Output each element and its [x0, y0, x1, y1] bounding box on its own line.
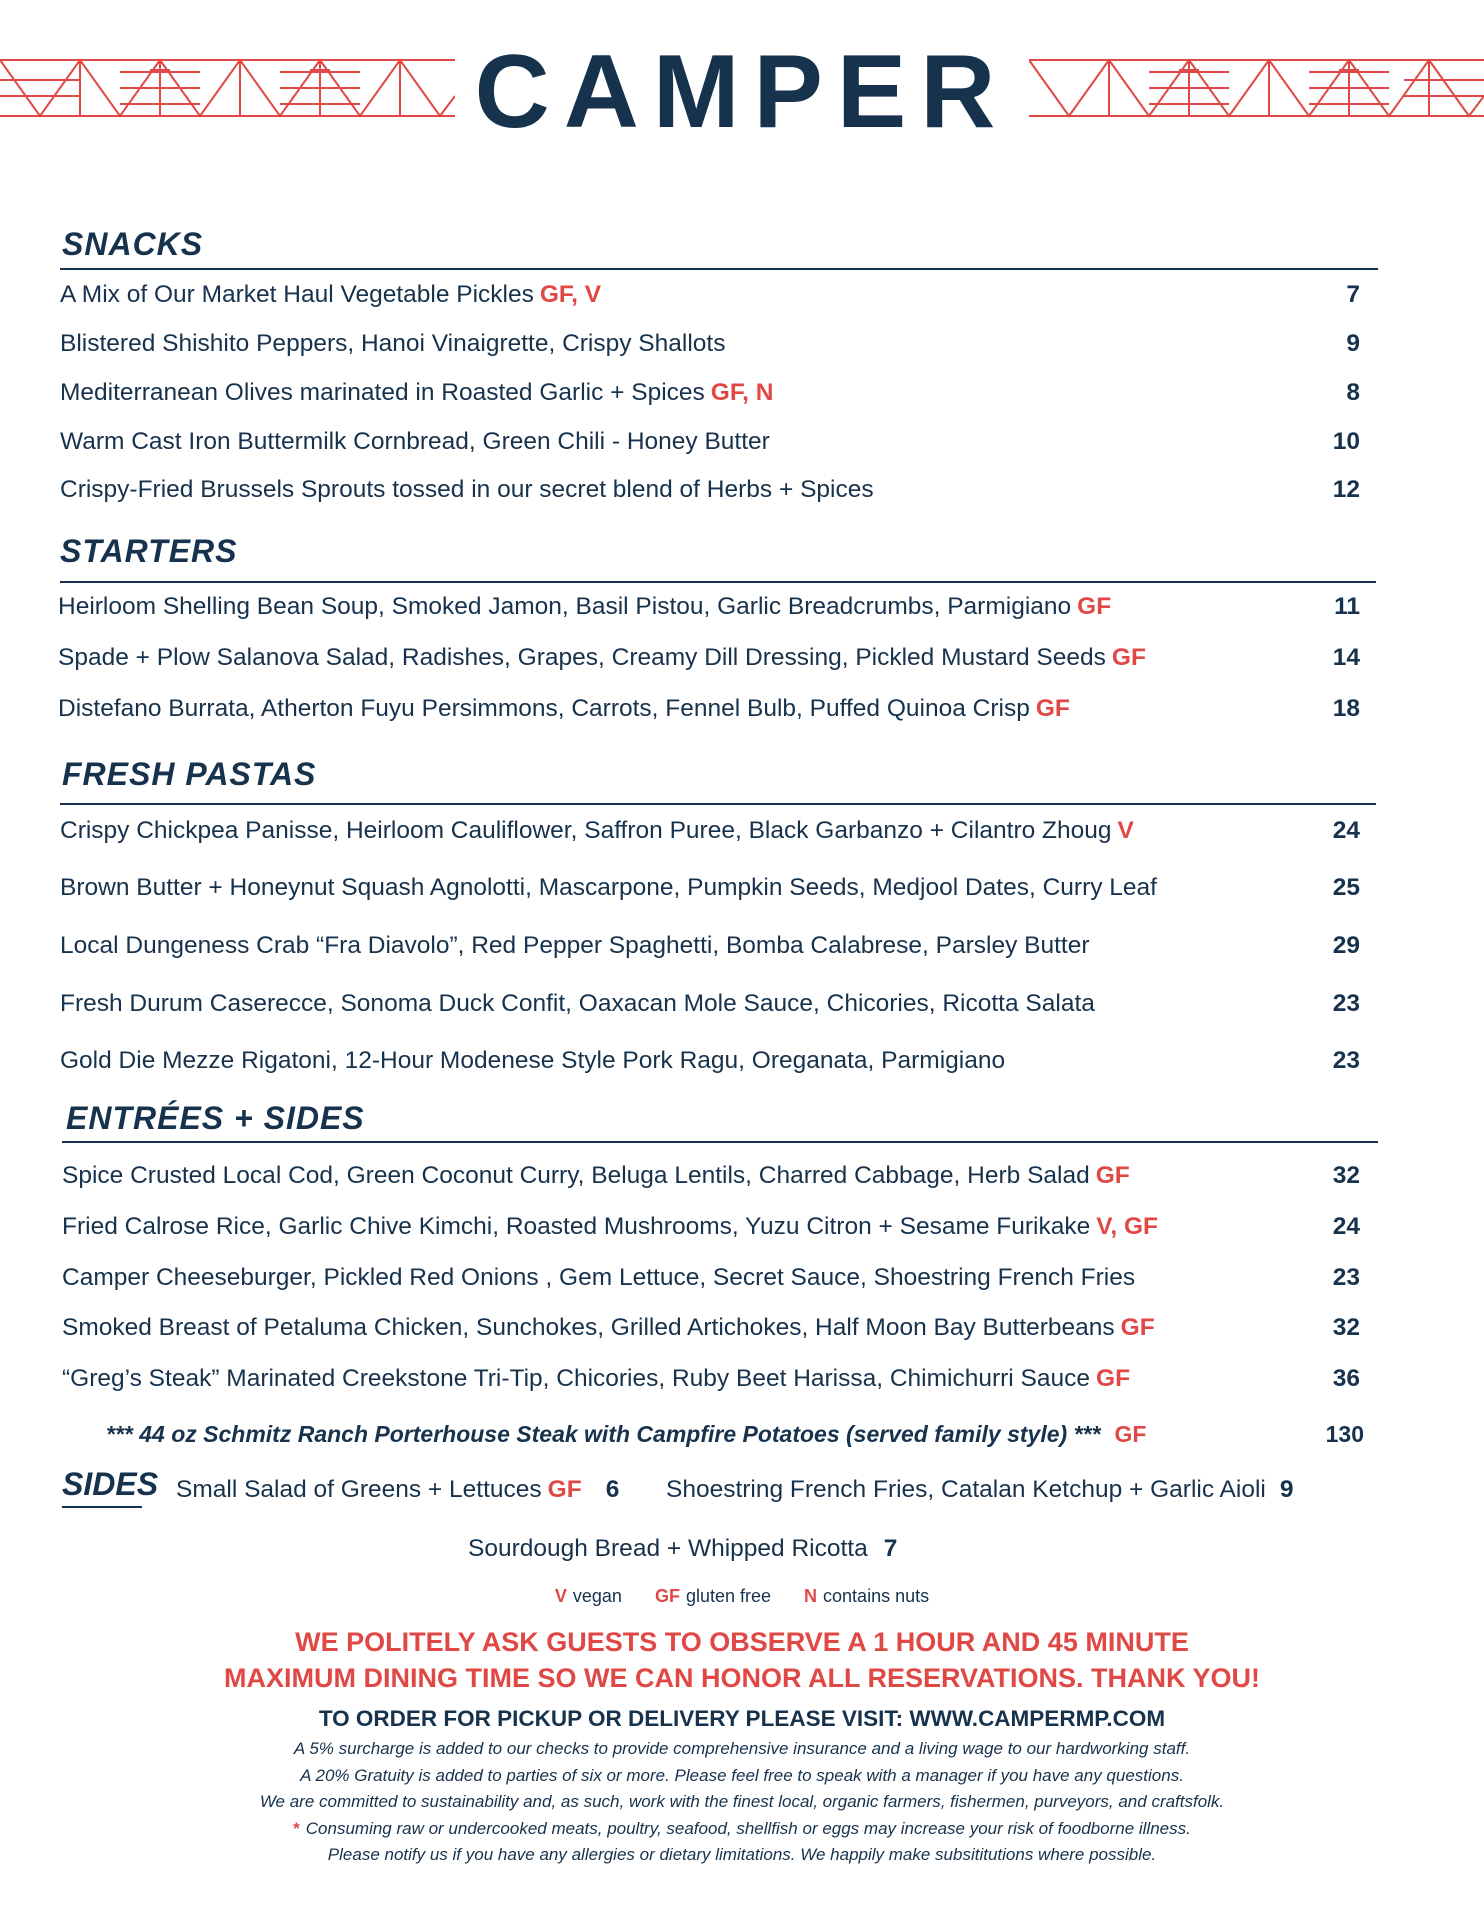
section-title-sides: SIDES [62, 1466, 159, 1502]
side-item-price: 6 [605, 1476, 620, 1503]
menu-item [60, 279, 1360, 311]
dietary-tags: GF, N [710, 379, 774, 406]
menu-item-price: 32 [1332, 1314, 1360, 1341]
dietary-tags: GF, V [539, 281, 602, 308]
menu-item-name: Blistered Shishito Peppers, Hanoi Vinaigrette, Crispy Shallots [60, 330, 726, 357]
menu-item-price: 11 [1334, 593, 1360, 620]
side-item-price: 7 [883, 1535, 898, 1562]
menu-item-name: Crispy Chickpea Panisse, Heirloom Cauliflower, Saffron Puree, Black Garbanzo + Cilantro Zhoug [60, 817, 1112, 844]
notice-line: MAXIMUM DINING TIME SO WE CAN HONOR ALL RESERVATIONS. THANK YOU! [223, 1663, 1261, 1693]
menu-item-price: 18 [1332, 695, 1360, 722]
special-item [106, 1418, 1364, 1450]
dietary-tags: V, GF [1096, 1213, 1158, 1240]
section-title-snacks: SNACKS [62, 226, 204, 262]
sides-underline [62, 1506, 142, 1508]
dining-time-notice [0, 1624, 1484, 1696]
menu-item [60, 1045, 1360, 1077]
restaurant-logo: CAMPER [474, 34, 1010, 150]
menu-item [60, 328, 1360, 360]
menu-item [58, 591, 1360, 623]
fine-print-line: Please notify us if you have any allergies or dietary limitations. We happily make subsititutions where possible. [327, 1845, 1157, 1864]
side-item-price: 9 [1279, 1476, 1294, 1503]
menu-item-name: Smoked Breast of Petaluma Chicken, Sunchokes, Grilled Artichokes, Half Moon Bay Butterbeans [62, 1314, 1115, 1341]
fine-print-line: A 5% surcharge is added to our checks to provide comprehensive insurance and a living wage to our hardworking staff. [293, 1739, 1191, 1758]
order-info: TO ORDER FOR PICKUP OR DELIVERY PLEASE VISIT: WWW.CAMPERMP.COM [318, 1706, 1166, 1731]
menu-item-name: Crispy-Fried Brussels Sprouts tossed in our secret blend of Herbs + Spices [60, 476, 874, 503]
menu-item-price: 25 [1332, 874, 1360, 901]
section-title-entrees: ENTRÉES + SIDES [66, 1100, 365, 1136]
menu-item-price: 9 [1346, 330, 1360, 357]
menu-item [62, 1262, 1360, 1294]
menu-item-name: Spice Crusted Local Cod, Green Coconut Curry, Beluga Lentils, Charred Cabbage, Herb Salad [62, 1162, 1090, 1189]
side-item-name: Small Salad of Greens + Lettuces [176, 1476, 542, 1503]
menu-item-price: 32 [1332, 1162, 1360, 1189]
menu-item-price: 7 [1346, 281, 1360, 308]
side-item [468, 1533, 897, 1565]
special-item-price: 130 [1325, 1421, 1364, 1447]
fine-print [0, 1736, 1484, 1869]
section-divider [62, 1141, 1378, 1143]
side-item-name: Sourdough Bread + Whipped Ricotta [468, 1535, 868, 1562]
section-title-starters: STARTERS [60, 533, 238, 569]
asterisk: * [293, 1818, 300, 1838]
menu-item [58, 693, 1360, 725]
menu-item-price: 10 [1332, 428, 1360, 455]
menu-item-price: 8 [1346, 379, 1360, 406]
menu-item-name: Heirloom Shelling Bean Soup, Smoked Jamon, Basil Pistou, Garlic Breadcrumbs, Parmigiano [58, 593, 1072, 620]
fine-print-line: * Consuming raw or undercooked meats, poultry, seafood, shellfish or eggs may increase your risk of foodborne illness. [293, 1818, 1191, 1838]
section-divider [60, 581, 1376, 583]
menu-item [60, 872, 1360, 904]
menu-item-name: Mediterranean Olives marinated in Roasted Garlic + Spices [60, 379, 705, 406]
dietary-legend [0, 1583, 1484, 1609]
menu-item-price: 12 [1332, 476, 1360, 503]
menu-item [60, 377, 1360, 409]
menu-item [60, 815, 1360, 847]
section-divider [60, 268, 1378, 270]
menu-item [62, 1363, 1360, 1395]
menu-item-name: Spade + Plow Salanova Salad, Radishes, Grapes, Creamy Dill Dressing, Pickled Mustard Seeds [58, 644, 1106, 671]
menu-item-price: 29 [1332, 932, 1360, 959]
menu-item-price: 24 [1332, 817, 1360, 844]
legend-item-gluten-free: GF gluten free [654, 1586, 772, 1606]
special-item-name: *** 44 oz Schmitz Ranch Porterhouse Steak with Campfire Potatoes (served family style) *** [106, 1421, 1101, 1447]
menu-item-name: Local Dungeness Crab “Fra Diavolo”, Red Pepper Spaghetti, Bomba Calabrese, Parsley Butter [60, 932, 1090, 959]
menu-item-name: A Mix of Our Market Haul Vegetable Pickles [60, 281, 534, 308]
menu-item [58, 642, 1360, 674]
dietary-tags: GF [1077, 593, 1112, 620]
menu-item [60, 474, 1360, 506]
fine-print-line: A 20% Gratuity is added to parties of six or more. Please feel free to speak with a manager if you have any questions. [300, 1765, 1184, 1785]
menu-item [60, 930, 1360, 962]
menu-item-price: 36 [1332, 1365, 1360, 1392]
menu-item-price: 24 [1332, 1213, 1360, 1240]
menu-item [62, 1211, 1360, 1243]
dietary-tags: GF [547, 1476, 582, 1503]
menu-item [62, 1160, 1360, 1192]
menu-item [60, 988, 1360, 1020]
side-item [176, 1474, 619, 1506]
menu-item-price: 23 [1332, 990, 1360, 1017]
menu-item-name: Brown Butter + Honeynut Squash Agnolotti, Mascarpone, Pumpkin Seeds, Medjool Dates, Curry Leaf [60, 874, 1157, 901]
dietary-tags: GF [1120, 1314, 1155, 1341]
menu-item-name: Warm Cast Iron Buttermilk Cornbread, Green Chili - Honey Butter [60, 428, 770, 455]
legend-item-nuts: N contains nuts [804, 1586, 930, 1606]
fine-print-line: We are committed to sustainability and, as such, work with the finest local, organic farmers, fishermen, purveyors, and craftsfolk. [259, 1792, 1225, 1811]
dietary-tags: GF [1095, 1162, 1130, 1189]
menu-item-price: 23 [1332, 1264, 1360, 1291]
dietary-tags: GF [1035, 695, 1070, 722]
menu-item-price: 14 [1332, 644, 1360, 671]
dietary-tags: V [1117, 817, 1134, 844]
legend-item-vegan: V vegan [554, 1586, 622, 1606]
section-title-pastas: FRESH PASTAS [62, 756, 317, 792]
section-divider [60, 803, 1376, 805]
side-item-name: Shoestring French Fries, Catalan Ketchup + Garlic Aioli [666, 1476, 1266, 1503]
dietary-tags: GF [1114, 1421, 1147, 1447]
dietary-tags: GF [1111, 644, 1146, 671]
side-item [666, 1474, 1294, 1506]
menu-item [62, 1312, 1360, 1344]
menu-item-name: “Greg’s Steak” Marinated Creekstone Tri-Tip, Chicories, Ruby Beet Harissa, Chimichurri Sauce [62, 1365, 1091, 1392]
menu-item-price: 23 [1332, 1047, 1360, 1074]
menu-item-name: Distefano Burrata, Atherton Fuyu Persimmons, Carrots, Fennel Bulb, Puffed Quinoa Crisp [58, 695, 1030, 722]
menu-item [60, 426, 1360, 458]
menu-item-name: Fresh Durum Caserecce, Sonoma Duck Confit, Oaxacan Mole Sauce, Chicories, Ricotta Salata [60, 990, 1095, 1017]
menu-item-name: Camper Cheeseburger, Pickled Red Onions , Gem Lettuce, Secret Sauce, Shoestring French Fries [62, 1264, 1136, 1291]
menu-item-name: Gold Die Mezze Rigatoni, 12-Hour Modenese Style Pork Ragu, Oreganata, Parmigiano [60, 1047, 1006, 1074]
menu-item-name: Fried Calrose Rice, Garlic Chive Kimchi, Roasted Mushrooms, Yuzu Citron + Sesame Furikake [62, 1213, 1091, 1240]
dietary-tags: GF [1096, 1365, 1131, 1392]
notice-line: WE POLITELY ASK GUESTS TO OBSERVE A 1 HOUR AND 45 MINUTE [295, 1627, 1189, 1657]
